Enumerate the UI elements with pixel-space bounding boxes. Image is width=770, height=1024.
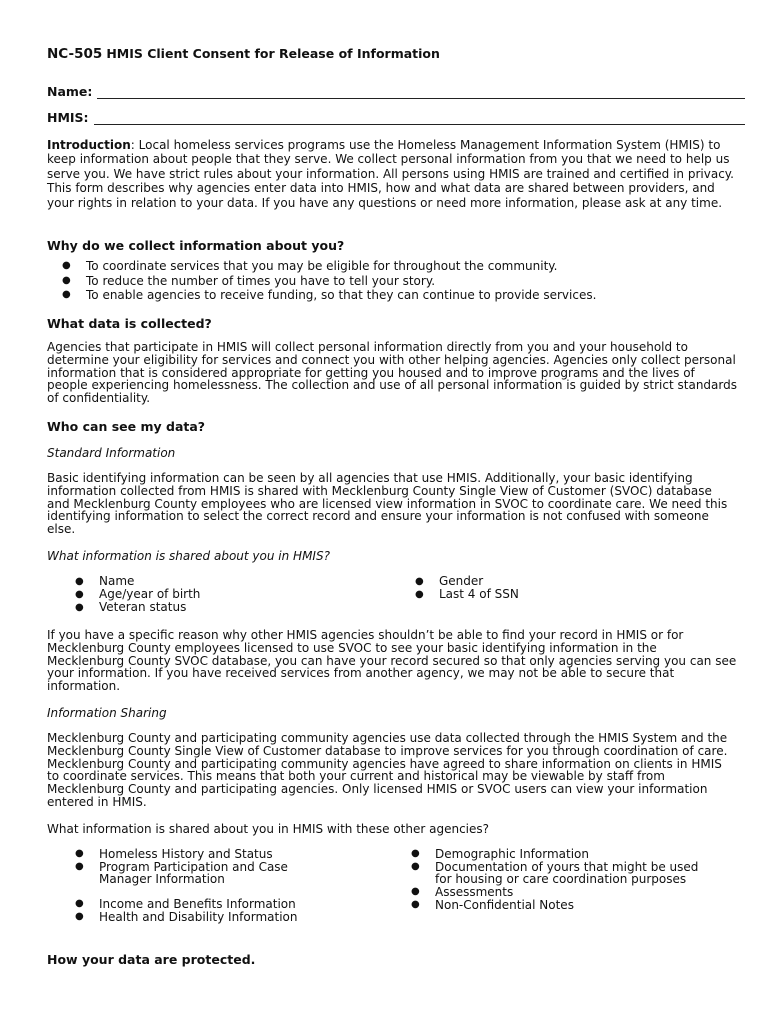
bullet-icon: ●	[415, 576, 424, 587]
why-list	[62, 259, 742, 303]
name-field-line[interactable]	[97, 98, 745, 99]
list-item: ● Income and Benefits Information	[75, 897, 296, 912]
shared-question: What information is shared about you in HMIS?	[47, 549, 330, 563]
bullet-icon: ●	[75, 576, 84, 587]
introduction-text: : Local homeless services programs use the Homeless Management Information System (HMIS) to keep information about people that they serve. We collect personal information from you that we need to help us serve you. We have strict rules about your information. All persons using HMIS are trained and certified in privacy. This form describes why agencies enter data into HMIS, how and what data are shared between providers, and your rights in relation to your data. If you have any questions or need more information, please ask at any time.	[47, 138, 734, 210]
bullet-icon: ●	[415, 589, 424, 600]
info-sharing-label: Information Sharing	[47, 706, 167, 720]
bullet-icon: ●	[62, 289, 71, 300]
list-item: ● To enable agencies to receive funding, so that they can continue to provide services.	[62, 288, 597, 302]
list-item: ● Homeless History and Status	[75, 847, 273, 861]
list-item: ● Name	[75, 574, 135, 588]
other-left-list	[75, 848, 325, 924]
list-item: ● Gender	[415, 574, 484, 588]
bullet-icon: ●	[75, 589, 84, 600]
bullet-icon: ●	[75, 860, 84, 872]
bullet-icon: ●	[75, 848, 84, 859]
shared-right-list	[415, 575, 715, 601]
list-item: ● To reduce the number of times you have to tell your story.	[62, 273, 436, 288]
introduction-label: Introduction	[47, 138, 131, 152]
introduction-paragraph	[47, 138, 737, 210]
bullet-icon: ●	[62, 260, 71, 271]
bullet-icon: ●	[411, 848, 420, 859]
document-title	[47, 46, 440, 62]
hmis-field-line[interactable]	[94, 124, 745, 125]
list-item: ● Age/year of birth	[75, 587, 201, 601]
shared-left-list	[75, 575, 375, 614]
info-sharing-paragraph: Mecklenburg County and participating community agencies use data collected through the HMIS System and the Mecklenburg County Single View of Customer database to improve services for you through coordination of care. Mecklenburg County and participating community agencies have agreed to share information on clients in HMIS to coordinate services. This means that both your current and historical may be viewable by staff from Mecklenburg County and participating agencies. Only licensed HMIS or SVOC users can view your information entered in HMIS.	[47, 731, 728, 809]
bullet-icon: ●	[75, 898, 84, 910]
other-right-list	[411, 848, 711, 912]
who-heading: Who can see my data?	[47, 419, 206, 434]
bullet-icon: ●	[411, 886, 420, 898]
list-item: ● Non-Confidential Notes	[411, 897, 574, 912]
list-item: ● Veteran status	[75, 600, 187, 614]
hmis-label: HMIS:	[47, 110, 89, 125]
list-item: ● Program Participation and Case Manager Information	[75, 859, 288, 887]
what-heading: What data is collected?	[47, 316, 212, 331]
list-item: ● Documentation of yours that might be used for housing or care coordination purposes	[411, 859, 699, 887]
form-title: HMIS Client Consent for Release of Information	[106, 46, 440, 61]
bullet-icon: ●	[411, 898, 420, 910]
list-item: ● Health and Disability Information	[75, 909, 298, 924]
protected-heading: How your data are protected.	[47, 952, 256, 967]
name-label: Name:	[47, 84, 93, 99]
bullet-icon: ●	[62, 274, 71, 286]
list-item: ● Demographic Information	[411, 847, 589, 861]
why-heading: Why do we collect information about you?	[47, 238, 345, 253]
form-code: NC-505	[47, 46, 103, 62]
list-item: ● To coordinate services that you may be eligible for throughout the community.	[62, 259, 558, 273]
list-item: ● Assessments	[411, 885, 514, 900]
secure-record-paragraph: If you have a specific reason why other HMIS agencies shouldn’t be able to find your record in HMIS or for Mecklenburg County employees licensed to use SVOC to see your basic identifying information in the Mecklenburg County SVOC database, you can have your record secured so that only agencies serving you can see your information. If you have received services from another agency, we may not be able to secure that information.	[47, 628, 737, 694]
standard-info-label: Standard Information	[47, 446, 176, 460]
what-paragraph: Agencies that participate in HMIS will collect personal information directly from you and your household to determine your eligibility for services and connect you with other helping agencies. Agencies only collect personal information that is considered appropriate for getting you housed and to improve programs and the lives of people experiencing homelessness. The collection and use of all personal information is guided by strict standards of confidentiality.	[47, 340, 737, 406]
bullet-icon: ●	[75, 910, 84, 922]
other-agencies-question: What information is shared about you in HMIS with these other agencies?	[47, 822, 490, 836]
standard-info-paragraph: Basic identifying information can be seen by all agencies that use HMIS. Additionally, your basic identifying information collected from HMIS is shared with Mecklenburg County Single View of Customer (SVOC) database and Mecklenburg County employees who are licensed view information in SVOC to coordinate care. We need this identifying information to select the correct record and ensure your information is not confused with someone else.	[47, 471, 728, 537]
bullet-icon: ●	[75, 602, 84, 613]
bullet-icon: ●	[411, 860, 420, 872]
list-item: ● Last 4 of SSN	[415, 587, 519, 601]
